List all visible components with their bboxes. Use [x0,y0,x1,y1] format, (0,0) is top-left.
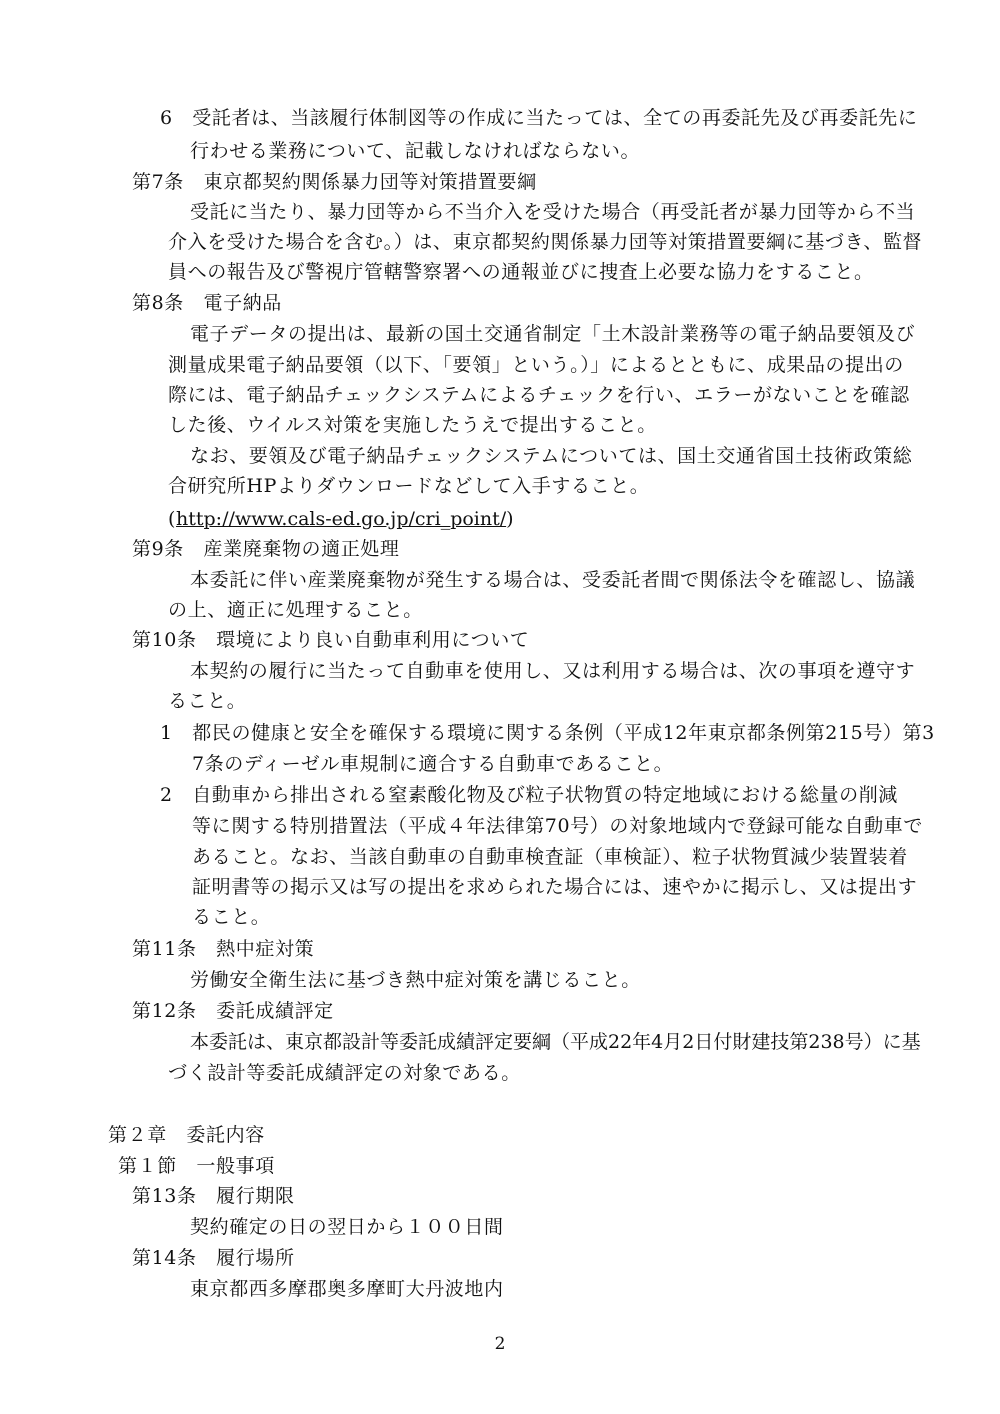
article-10-item-2-line-5: ること。 [192,906,271,928]
article-14-line-1: 東京都西多摩郡奥多摩町大丹波地内 [190,1278,504,1300]
article-10-item-2-line-3: あること。なお、当該自動車の自動車検査証（車検証）、粒子状物質減少装置装着 [192,846,908,868]
article-10-item-2-line-1: 2 自動車から排出される窒素酸化物及び粒子状物質の特定地域における総量の削減 [160,784,898,806]
article-10-line-1: 本契約の履行に当たって自動車を使用し、又は利用する場合は、次の事項を遵守す [190,660,916,682]
url-close-paren: ) [506,508,515,530]
article-9-heading: 第9条 産業廃棄物の適正処理 [132,538,400,560]
page-number: 2 [494,1334,506,1354]
article-9-line-2: の上、適正に処理すること。 [168,599,423,621]
article-7-line-3: 員への報告及び警視庁管轄警察署への通報並びに捜査上必要な協力をすること。 [168,261,874,283]
article-8-line-5: なお、要領及び電子納品チェックシステムについては、国土交通省国土技術政策総 [190,445,913,467]
item-6-line-1: 6 受託者は、当該履行体制図等の作成に当たっては、全ての再委託先及び再委託先に [160,107,918,129]
cals-url-link[interactable]: http://www.cals-ed.go.jp/cri_point/ [176,508,507,530]
section-1-heading: 第１節 一般事項 [118,1155,275,1177]
article-10-item-1-line-2: 7条のディーゼル車規制に適合する自動車であること。 [192,753,674,775]
article-10-item-1-line-1: 1 都民の健康と安全を確保する環境に関する条例（平成12年東京都条例第215号）第3 [160,722,935,744]
article-8-heading: 第8条 電子納品 [132,292,282,314]
article-14-heading: 第14条 履行場所 [132,1247,295,1269]
item-6-line-2: 行わせる業務について、記載しなければならない。 [190,140,641,162]
article-12-line-2: づく設計等委託成績評定の対象である。 [168,1062,521,1084]
article-13-line-1: 契約確定の日の翌日から１００日間 [190,1216,504,1238]
article-8-url-line [168,505,514,533]
chapter-2-heading: 第２章 委託内容 [108,1124,265,1146]
article-7-heading: 第7条 東京都契約関係暴力団等対策措置要綱 [132,171,537,193]
article-7-line-2: 介入を受けた場合を含む。）は、東京都契約関係暴力団等対策措置要綱に基づき、監督 [168,231,923,253]
article-8-line-2: 測量成果電子納品要領（以下、「要領」という。）」によるとともに、成果品の提出の [168,354,904,376]
article-9-line-1: 本委託に伴い産業廃棄物が発生する場合は、受委託者間で関係法令を確認し、協議 [190,569,916,591]
article-7-line-1: 受託に当たり、暴力団等から不当介入を受けた場合（再受託者が暴力団等から不当 [190,201,916,223]
article-8-line-4: した後、ウイルス対策を実施したうえで提出すること。 [168,414,657,436]
article-12-line-1: 本委託は、東京都設計等委託成績評定要綱（平成22年4月2日付財建技第238号）に基 [190,1031,921,1053]
article-10-item-2-line-4: 証明書等の掲示又は写の提出を求められた場合には、速やかに掲示し、又は提出す [192,876,918,898]
article-8-line-6: 合研究所HPよりダウンロードなどして入手すること。 [168,475,650,497]
url-open-paren: ( [168,508,177,530]
article-12-heading: 第12条 委託成績評定 [132,1000,334,1022]
article-10-item-2-line-2: 等に関する特別措置法（平成４年法律第70号）の対象地域内で登録可能な自動車で [192,815,923,837]
article-13-heading: 第13条 履行期限 [132,1185,295,1207]
article-8-line-1: 電子データの提出は、最新の国土交通省制定「土木設計業務等の電子納品要領及び [190,323,916,345]
article-10-line-2: ること。 [168,690,247,712]
article-10-heading: 第10条 環境により良い自動車利用について [132,629,530,651]
article-11-line-1: 労働安全衛生法に基づき熱中症対策を講じること。 [190,969,641,991]
article-11-heading: 第11条 熱中症対策 [132,938,315,960]
article-8-line-3: 際には、電子納品チェックシステムによるチェックを行い、エラーがないことを確認 [168,384,910,406]
